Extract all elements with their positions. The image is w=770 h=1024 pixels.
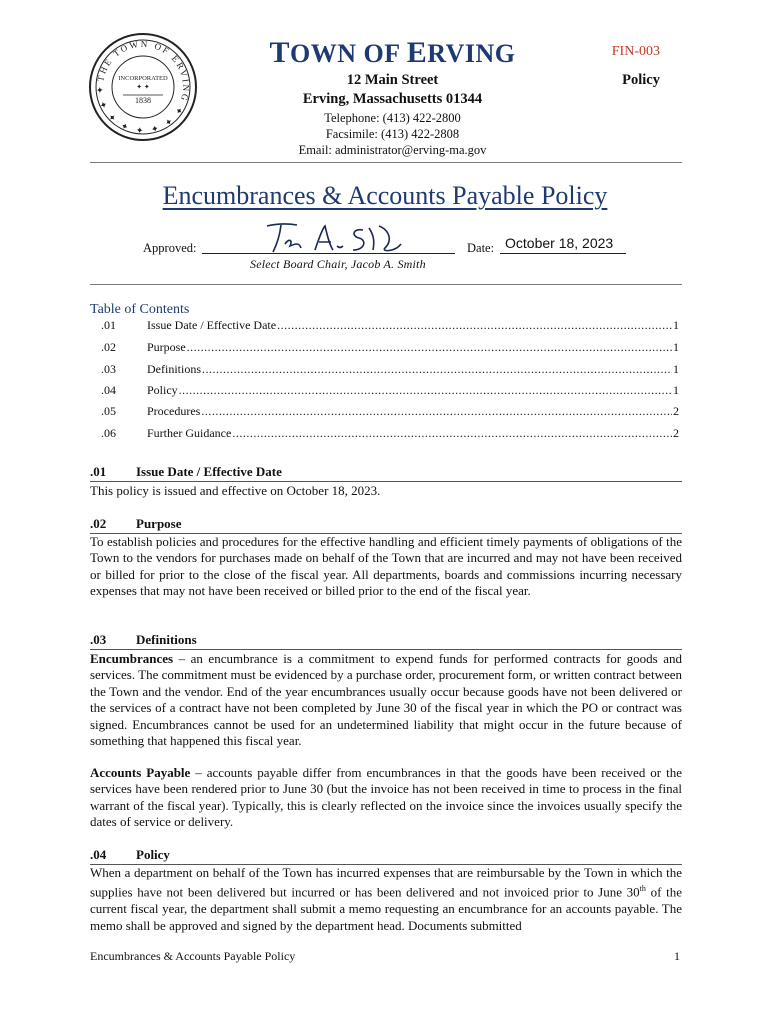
toc-page: 1 (673, 340, 679, 354)
definition-text: – an encumbrance is a commitment to expend funds for performed contracts for goods and services. The commitment must be evidenced by a purchase order, procurement form, or written contract between the Town and the vendor. End of the year encumbrances usually occur because goods have not been delivered or the services of a contract have not been completed by June 30 of the fiscal year in which the PO or contract was signed. Encumbrances cannot be used for an undetermined liability that might occur in the future because of something that happened this fiscal year. (90, 651, 682, 749)
toc-number: .05 (101, 404, 116, 418)
email: Email: administrator@erving-ma.gov (298, 143, 487, 157)
toc-label: Issue Date / Effective Date (147, 318, 277, 332)
toc-number: .03 (101, 362, 116, 376)
approval-date: October 18, 2023 (505, 235, 614, 251)
town-seal-logo (88, 32, 198, 142)
footer-page-number: 1 (674, 949, 680, 963)
svg-text:✦ ✦: ✦ ✦ (136, 83, 150, 91)
toc-title: Table of Contents (90, 302, 190, 317)
toc-page: 1 (673, 318, 679, 332)
section-title: Policy (136, 847, 170, 862)
toc-label: Procedures (147, 404, 201, 418)
definition-term: Encumbrances (90, 651, 174, 666)
street-address: 12 Main Street (346, 72, 439, 88)
toc-label: Policy (147, 383, 178, 397)
definition-encumbrances (90, 651, 682, 749)
policy-text: When a department on behalf of the Town has incurred expenses that are reimbursable by the Town in which the supplies have not been delivered but incurred or has been delivered and not invoiced prior to June 30 (90, 865, 682, 900)
toc-label: Definitions (147, 362, 201, 376)
section-heading-definitions (90, 632, 682, 650)
town-title-initial: E (406, 36, 428, 69)
toc-number: .01 (101, 318, 116, 332)
svg-text:1838: 1838 (135, 96, 151, 105)
toc-entry[interactable] (101, 404, 679, 420)
toc-page: 1 (673, 362, 679, 376)
toc-entry[interactable] (101, 340, 679, 356)
ordinal-suffix: th (639, 884, 646, 894)
section-number: .01 (90, 464, 107, 479)
toc-entry[interactable] (101, 318, 679, 334)
section-heading-purpose (90, 516, 682, 534)
policy-code: FIN-003 (611, 44, 660, 59)
definition-text: – accounts payable differ from encumbrances in that the goods have been received or the services have been rendered prior to June 30 (but the invoice has not been received in time to process in the final warrant of the fiscal year). Typically, this is clearly reflected on the invoice since the invoices usually specify the dates of service or delivery. (90, 765, 682, 830)
toc-number: .02 (101, 340, 116, 354)
town-title-part: RVING (427, 39, 516, 68)
toc-leader (187, 340, 672, 355)
toc-leader (179, 383, 672, 398)
toc-entry[interactable] (101, 383, 679, 399)
section-number: .04 (90, 847, 107, 862)
toc-leader (201, 404, 672, 419)
town-name-heading (230, 36, 555, 70)
footer-document-title: Encumbrances & Accounts Payable Policy (90, 949, 296, 963)
handwritten-signature (255, 220, 415, 256)
toc-number: .06 (101, 426, 116, 440)
toc-label: Further Guidance (147, 426, 232, 440)
section-number: .02 (90, 516, 107, 531)
section-title: Definitions (136, 632, 197, 647)
toc-entry[interactable] (101, 426, 679, 442)
section-title: Purpose (136, 516, 182, 531)
facsimile: Facsimile: (413) 422-2808 (325, 127, 460, 141)
toc-entry[interactable] (101, 362, 679, 378)
toc-leader (202, 362, 672, 377)
date-label: Date: (467, 241, 495, 255)
town-title-initial: T (269, 36, 291, 69)
toc-number: .04 (101, 383, 116, 397)
document-type: Policy (622, 72, 660, 88)
header-divider (90, 162, 682, 163)
svg-text:INCORPORATED: INCORPORATED (118, 75, 168, 82)
section-text-issue-date: This policy is issued and effective on October 18, 2023. (90, 483, 381, 498)
toc-leader (277, 318, 672, 333)
section-heading-policy (90, 847, 682, 865)
definition-term: Accounts Payable (90, 765, 191, 780)
toc-label: Purpose (147, 340, 186, 354)
toc-leader (232, 426, 672, 441)
section-text-policy (90, 865, 682, 934)
town-title-part: OWN OF (290, 39, 407, 68)
section-title: Issue Date / Effective Date (136, 464, 282, 479)
definition-accounts-payable (90, 765, 682, 831)
toc-page: 2 (673, 426, 679, 440)
policy-text: of the current fiscal year, the department shall submit a memo requesting an encumbrance for an accounts payable. The memo shall be approved and signed by the department head. Documents submitted (90, 884, 682, 933)
approved-label: Approved: (143, 241, 197, 255)
section-heading-issue-date (90, 464, 682, 482)
document-title: Encumbrances & Accounts Payable Policy (162, 181, 608, 210)
toc-page: 1 (673, 383, 679, 397)
toc-page: 2 (673, 404, 679, 418)
section-text-purpose: To establish policies and procedures for the effective handling and efficient timely payments of obligations of the Town to the vendors for purchases made on behalf of the Town that are incurred and may not have been received or billed for prior to the close of the fiscal year. All departments, boards and commissions incurring necessary expenses that may not have been received or billed prior to the end of the fiscal year. (90, 534, 682, 599)
svg-text:THE TOWN OF ERVING ✦ ✦ ✦ ✦ ✦ ✦: THE TOWN OF ERVING ✦ ✦ ✦ ✦ ✦ ✦ ✦ ✦ (94, 38, 192, 136)
date-line (500, 253, 626, 254)
section-number: .03 (90, 632, 107, 647)
signer-caption: Select Board Chair, Jacob A. Smith (250, 257, 426, 271)
telephone: Telephone: (413) 422-2800 (324, 111, 461, 125)
approval-divider (90, 284, 682, 285)
city-address: Erving, Massachusetts 01344 (302, 91, 483, 107)
